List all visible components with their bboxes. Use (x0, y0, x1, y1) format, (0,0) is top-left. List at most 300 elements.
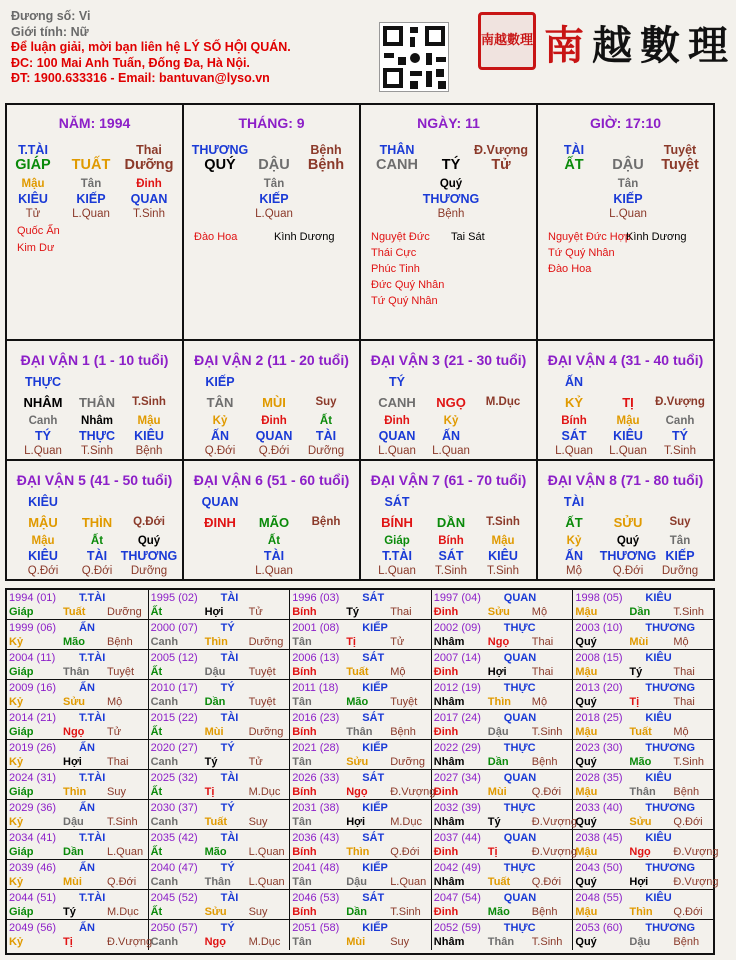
year-branch: Mùi (204, 726, 224, 738)
year-stage: Tử (107, 726, 122, 738)
year-label: 2035 (42) (150, 832, 198, 844)
year-stage: Suy (248, 816, 268, 828)
hidden-stem: Kỷ (443, 415, 459, 427)
hidden-stage: Q.Đới (81, 565, 113, 577)
year-god: KIẾP (362, 802, 388, 814)
dai-van-title: ĐẠI VẬN 7 (61 - 70 tuổi) (370, 472, 527, 488)
hidden-god: THỰC (78, 429, 116, 443)
hidden-stem: Ất (90, 535, 104, 547)
pillar-row4-text: KIÊU (18, 192, 48, 206)
year-god: KIÊU (645, 652, 672, 664)
hidden-stem: Mậu (616, 415, 640, 427)
hidden-stage: Bệnh (135, 445, 163, 457)
year-stage: Mộ (107, 696, 123, 708)
pillar-top-text: Tuyệt (663, 143, 697, 157)
year-stage: Đ.Vượng (673, 846, 719, 858)
year-stem: Bính (292, 666, 317, 678)
dai-van-god: KIẾP (205, 375, 235, 389)
year-cell (149, 890, 291, 920)
year-branch: Mùi (487, 786, 507, 798)
hidden-stem: Mậu (137, 415, 161, 427)
dai-van-title: ĐẠI VẬN 8 (71 - 80 tuổi) (547, 472, 704, 488)
year-branch: Mão (204, 846, 227, 858)
year-cell (290, 680, 432, 710)
star-label: Tứ Quý Nhân (371, 295, 438, 307)
year-label: 2037 (44) (433, 832, 481, 844)
year-branch: Tý (629, 666, 643, 678)
hidden-god: TÀI (86, 549, 108, 563)
pillar-top-text: Bệnh (310, 143, 342, 157)
year-label: 1998 (05) (575, 592, 623, 604)
year-cell (7, 710, 149, 740)
pillar-row3-text: Quý (439, 178, 463, 190)
star-label: Tai Sát (451, 231, 485, 243)
year-stage: Thai (531, 666, 554, 678)
year-label: 2013 (20) (575, 682, 623, 694)
year-branch: Tị (346, 636, 356, 648)
hidden-god: SÁT (438, 549, 464, 563)
year-stem: Kỷ (9, 936, 24, 948)
logo-text: 南越數理 (544, 22, 736, 69)
year-god: TÀI (220, 652, 239, 664)
hidden-stage: Dưỡng (661, 565, 699, 577)
hidden-stage: L.Quan (432, 445, 470, 457)
year-cell (432, 680, 574, 710)
year-stage: Thai (673, 666, 695, 678)
year-branch: Dậu (63, 816, 84, 828)
hidden-god: TÀI (263, 549, 285, 563)
year-cell (7, 830, 149, 860)
year-label: 2033 (40) (575, 802, 623, 814)
pillar-cell (184, 105, 361, 341)
hidden-god: ẤN (441, 429, 461, 443)
dai-van-title: ĐẠI VẬN 5 (41 - 50 tuổi) (16, 472, 173, 488)
year-branch: Dần (204, 696, 226, 708)
year-stage: L.Quan (107, 846, 144, 858)
year-branch: Dậu (346, 876, 367, 888)
year-god: THỰC (503, 922, 536, 934)
year-stage: Mộ (531, 606, 548, 618)
year-cell (149, 860, 291, 890)
year-cell (432, 590, 574, 620)
year-stem: Canh (150, 816, 179, 828)
dai-van-stage: T.Sinh (486, 516, 520, 528)
year-stem: Ất (150, 786, 163, 798)
year-cell (573, 830, 719, 860)
year-god: T.TÀI (79, 592, 106, 604)
year-stage: Thai (531, 636, 554, 648)
year-label: 2011 (18) (292, 682, 339, 694)
year-stem: Canh (150, 756, 179, 768)
hidden-stem: Kỷ (212, 415, 228, 427)
year-branch: Sửu (346, 756, 369, 768)
year-stem: Canh (150, 636, 179, 648)
year-stem: Giáp (9, 846, 34, 858)
year-branch: Dần (629, 606, 651, 618)
dai-van-stage: Đ.Vượng (655, 396, 705, 408)
year-stage: Dưỡng (248, 726, 284, 738)
year-stage: T.Sinh (531, 936, 563, 948)
dai-van-cell (538, 341, 713, 461)
year-stem: Giáp (9, 606, 34, 618)
year-stage: Q.Đới (673, 906, 703, 918)
year-god: SÁT (362, 832, 385, 844)
year-cell (573, 860, 719, 890)
brand-logo (478, 12, 736, 82)
year-stem: Nhâm (433, 696, 465, 708)
year-label: 2049 (56) (9, 922, 57, 934)
star-label: Thái Cực (371, 247, 417, 259)
year-stem: Tân (292, 936, 312, 948)
year-cell (149, 650, 291, 680)
pillar-top-text: THƯƠNG (191, 143, 249, 157)
year-branch: Tý (63, 906, 76, 918)
hidden-stem: Quý (137, 535, 161, 547)
hidden-stage: T.Sinh (435, 565, 467, 577)
year-cell (573, 680, 715, 710)
year-branch: Thân (204, 876, 231, 888)
year-stem: Tân (292, 816, 312, 828)
year-stem: Mậu (575, 786, 598, 798)
year-label: 2012 (19) (433, 682, 481, 694)
year-god: TÝ (220, 922, 235, 934)
year-stage: Suy (107, 786, 126, 798)
year-stage: Đ.Vượng (107, 936, 153, 948)
year-god: THƯƠNG (645, 862, 696, 874)
year-stage: T.Sinh (673, 756, 704, 768)
dai-van-god: ẤN (564, 375, 584, 389)
year-branch: Dần (487, 756, 509, 768)
year-cell (432, 800, 577, 830)
year-label: 2019 (26) (9, 742, 57, 754)
year-stem: Tân (292, 876, 312, 888)
year-label: 2030 (37) (150, 802, 198, 814)
year-god: ẤN (79, 862, 95, 874)
year-cell (149, 800, 291, 830)
year-branch: Mùi (629, 636, 649, 648)
year-god: TÀI (220, 772, 239, 784)
year-cell (290, 740, 432, 770)
pillar-row2-text: Tuyệt (661, 157, 699, 173)
year-branch: Mão (346, 696, 369, 708)
year-stem: Quý (575, 696, 597, 708)
year-stem: Giáp (9, 726, 34, 738)
year-cell (432, 830, 577, 860)
year-god: QUAN (503, 712, 537, 724)
year-cell (290, 620, 432, 650)
year-branch: Sửu (63, 696, 86, 708)
year-god: TÀI (220, 712, 239, 724)
year-stem: Bính (292, 606, 317, 618)
year-label: 2040 (47) (150, 862, 198, 874)
dai-van-chi: NGỌ (436, 395, 466, 410)
dai-van-cell (7, 461, 184, 579)
pillar-row5-text: L.Quan (72, 208, 110, 220)
year-stage: L.Quan (248, 876, 285, 888)
hidden-stage: T.Sinh (664, 445, 696, 457)
year-cell (7, 740, 149, 770)
year-label: 2044 (51) (9, 892, 57, 904)
pillar-row3-text: Mậu (21, 178, 45, 190)
year-god: SÁT (362, 652, 385, 664)
year-stage: Đ.Vượng (390, 786, 436, 798)
year-god: THƯƠNG (645, 682, 696, 694)
hidden-stage: Dưỡng (307, 445, 345, 457)
year-cell (7, 770, 149, 800)
year-branch: Tý (346, 606, 360, 618)
hidden-god: TÀI (315, 429, 337, 443)
dai-van-cell (184, 341, 361, 461)
year-branch: Hợi (346, 816, 366, 828)
year-label: 2004 (11) (9, 652, 56, 664)
hidden-god: SÁT (561, 429, 587, 443)
year-stage: Thai (390, 606, 412, 618)
dai-van-chi: THÂN (78, 395, 116, 410)
year-stage: Suy (248, 906, 268, 918)
dai-van-stage: Bệnh (311, 516, 341, 528)
year-label: 2018 (25) (575, 712, 623, 724)
year-stage: Thai (673, 696, 695, 708)
year-stem: Nhâm (433, 816, 465, 828)
logo-seal: 南越數理 (478, 12, 536, 70)
year-label: 2002 (09) (433, 622, 481, 634)
year-cell (573, 590, 715, 620)
hidden-stage: L.Quan (609, 445, 647, 457)
hidden-stem: Mậu (31, 535, 55, 547)
year-label: 2023 (30) (575, 742, 623, 754)
year-branch: Mùi (63, 876, 82, 888)
year-label: 2027 (34) (433, 772, 481, 784)
year-branch: Ngọ (346, 786, 368, 798)
year-cell (432, 770, 574, 800)
year-stage: Bệnh (107, 636, 133, 648)
year-god: KIÊU (645, 712, 672, 724)
year-stage: Mộ (531, 696, 548, 708)
year-stem: Mậu (575, 726, 598, 738)
pillar-row2-text: QUÝ (204, 157, 236, 173)
hidden-god: QUAN (378, 429, 416, 443)
hidden-stem: Quý (616, 535, 640, 547)
hidden-stage: Q.Đới (258, 445, 290, 457)
year-cell (7, 650, 149, 680)
year-cell (432, 650, 574, 680)
header-info (11, 9, 291, 87)
hidden-stem: Bính (438, 535, 464, 547)
year-god: KIẾP (362, 682, 388, 694)
year-branch: Tuất (63, 606, 86, 618)
dai-van-chi: SỬU (613, 515, 643, 530)
dai-van-god: QUAN (201, 495, 239, 509)
pillar-cell (7, 105, 184, 341)
pillar-row5-text: L.Quan (255, 208, 293, 220)
year-cell (7, 590, 149, 620)
year-stage: T.Sinh (673, 606, 704, 618)
year-god: THỰC (503, 862, 536, 874)
hidden-stem: Đinh (261, 415, 287, 427)
pillar-row2-text: DẬU (612, 157, 644, 173)
year-god: THỰC (503, 802, 536, 814)
year-branch: Mão (629, 756, 652, 768)
dai-van-god: TÀI (563, 495, 585, 509)
pillar-row5-text: T.Sinh (133, 208, 165, 220)
year-stem: Canh (150, 696, 179, 708)
year-stem: Bính (292, 786, 317, 798)
year-cell (149, 830, 291, 860)
pillar-row4-text: QUAN (130, 192, 168, 206)
year-god: THƯƠNG (645, 922, 696, 934)
year-god: KIẾP (362, 922, 388, 934)
year-god: T.TÀI (79, 832, 106, 844)
year-label: 2021 (28) (292, 742, 340, 754)
pillar-row2-text: CANH (376, 157, 418, 173)
year-stem: Nhâm (433, 936, 465, 948)
year-label: 2003 (10) (575, 622, 623, 634)
year-stage: Q.Đới (531, 786, 562, 798)
year-stage: Thai (107, 756, 129, 768)
year-god: THỰC (503, 682, 536, 694)
gender: Giới tính: Nữ (11, 24, 89, 39)
year-branch: Thân (487, 936, 515, 948)
year-cell (573, 710, 715, 740)
year-stem: Quý (575, 936, 597, 948)
hidden-stem: Mậu (491, 535, 515, 547)
year-label: 2051 (58) (292, 922, 340, 934)
year-label: 2031 (38) (292, 802, 340, 814)
pillar-row3-text: Đinh (136, 178, 162, 190)
qr-code (379, 22, 449, 92)
year-branch: Hợi (63, 756, 82, 768)
year-cell (290, 650, 432, 680)
year-cell (7, 860, 149, 890)
year-god: TÀI (220, 592, 239, 604)
year-branch: Mão (63, 636, 85, 648)
pillar-cell (361, 105, 538, 341)
year-god: TÝ (220, 742, 235, 754)
year-branch: Thìn (204, 636, 228, 648)
dai-van-stage: M.Dục (485, 396, 521, 408)
year-branch: Tý (204, 756, 218, 768)
dai-van-can: TÂN (206, 395, 234, 410)
year-god: T.TÀI (79, 772, 106, 784)
year-label: 2015 (22) (150, 712, 198, 724)
year-stage: T.Sinh (531, 726, 563, 738)
year-god: KIÊU (645, 772, 672, 784)
year-stage: M.Dục (107, 906, 139, 918)
year-stem: Ất (150, 666, 163, 678)
hidden-god: KIÊU (28, 549, 58, 563)
year-label: 2007 (14) (433, 652, 481, 664)
pillar-cell (538, 105, 713, 341)
year-label: 2005 (12) (150, 652, 198, 664)
pillar-row5-text: Tử (25, 208, 41, 220)
pillar-row2-text: Dưỡng (124, 157, 174, 173)
year-label: 2000 (07) (150, 622, 198, 634)
year-branch: Tị (63, 936, 73, 948)
year-stem: Bính (292, 726, 317, 738)
dai-van-chi: DẦN (436, 515, 466, 530)
year-stage: M.Dục (390, 816, 422, 828)
year-stage: Bệnh (390, 726, 416, 738)
year-branch: Tuất (204, 816, 227, 828)
year-cell (432, 710, 574, 740)
dai-van-chi: MÃO (258, 515, 290, 530)
dai-van-stage: Suy (669, 516, 691, 528)
year-stem: Kỷ (9, 876, 24, 888)
year-branch: Thân (346, 726, 373, 738)
hidden-stage: L.Quan (555, 445, 593, 457)
dai-van-can: ẤT (565, 515, 583, 530)
year-stage: Đ.Vượng (531, 846, 577, 858)
year-stem: Mậu (575, 906, 598, 918)
year-label: 2053 (60) (575, 922, 623, 934)
contact-line: Để luận giải, mời bạn liên hệ LÝ SỐ HỘI QUÁN. (11, 40, 291, 54)
year-label: 2048 (55) (575, 892, 623, 904)
year-cell (149, 620, 291, 650)
year-god: T.TÀI (79, 892, 106, 904)
year-god: KIÊU (645, 592, 672, 604)
star-label: Đào Hoa (548, 263, 592, 275)
hidden-stem: Giáp (384, 535, 410, 547)
year-stem: Đinh (433, 666, 459, 678)
year-god: TÀI (220, 892, 239, 904)
pillar-top-text: Đ.Vượng (473, 143, 529, 157)
hidden-god: KIẾP (665, 549, 695, 563)
address-line: ĐC: 100 Mai Anh Tuấn, Đống Đa, Hà Nội. (11, 55, 250, 70)
star-label: Đức Quý Nhân (371, 279, 445, 291)
pillar-title: THÁNG: 9 (238, 115, 305, 131)
year-label: 2017 (24) (433, 712, 481, 724)
year-stage: Mộ (390, 666, 406, 678)
owner-name: Đương số: Vi (11, 9, 91, 23)
year-god: SÁT (362, 712, 385, 724)
year-stem: Giáp (9, 786, 34, 798)
hidden-god: THƯƠNG (120, 549, 178, 563)
year-cell (573, 650, 715, 680)
year-stage: Dưỡng (248, 636, 284, 648)
year-label: 2032 (39) (433, 802, 481, 814)
year-branch: Tuất (487, 876, 511, 888)
year-label: 2006 (13) (292, 652, 340, 664)
dai-van-title: ĐẠI VẬN 2 (11 - 20 tuổi) (194, 352, 349, 368)
year-label: 1994 (01) (9, 592, 57, 604)
year-cell (149, 770, 291, 800)
year-god: QUAN (503, 892, 537, 904)
hidden-stem: Nhâm (81, 415, 113, 427)
year-branch: Sửu (204, 906, 227, 918)
year-stage: T.Sinh (390, 906, 421, 918)
year-stem: Nhâm (433, 756, 465, 768)
year-stem: Kỷ (9, 816, 24, 828)
year-god: SÁT (362, 892, 385, 904)
dai-van-can: BÍNH (381, 515, 413, 530)
year-god: KIẾP (362, 742, 388, 754)
year-stem: Canh (150, 936, 179, 948)
year-stem: Giáp (9, 666, 34, 678)
year-branch: Sửu (487, 606, 510, 618)
year-label: 2020 (27) (150, 742, 198, 754)
year-label: 1995 (02) (150, 592, 198, 604)
year-label: 2009 (16) (9, 682, 57, 694)
star-label: Quốc Ấn (17, 225, 60, 237)
year-label: 2034 (41) (9, 832, 57, 844)
year-label: 2052 (59) (433, 922, 481, 934)
year-stem: Bính (292, 846, 317, 858)
year-stem: Bính (292, 906, 317, 918)
year-stage: Dưỡng (107, 606, 142, 618)
dai-van-god: THỰC (24, 375, 62, 389)
dai-van-god: SÁT (384, 495, 410, 509)
year-stage: T.Sinh (107, 816, 138, 828)
